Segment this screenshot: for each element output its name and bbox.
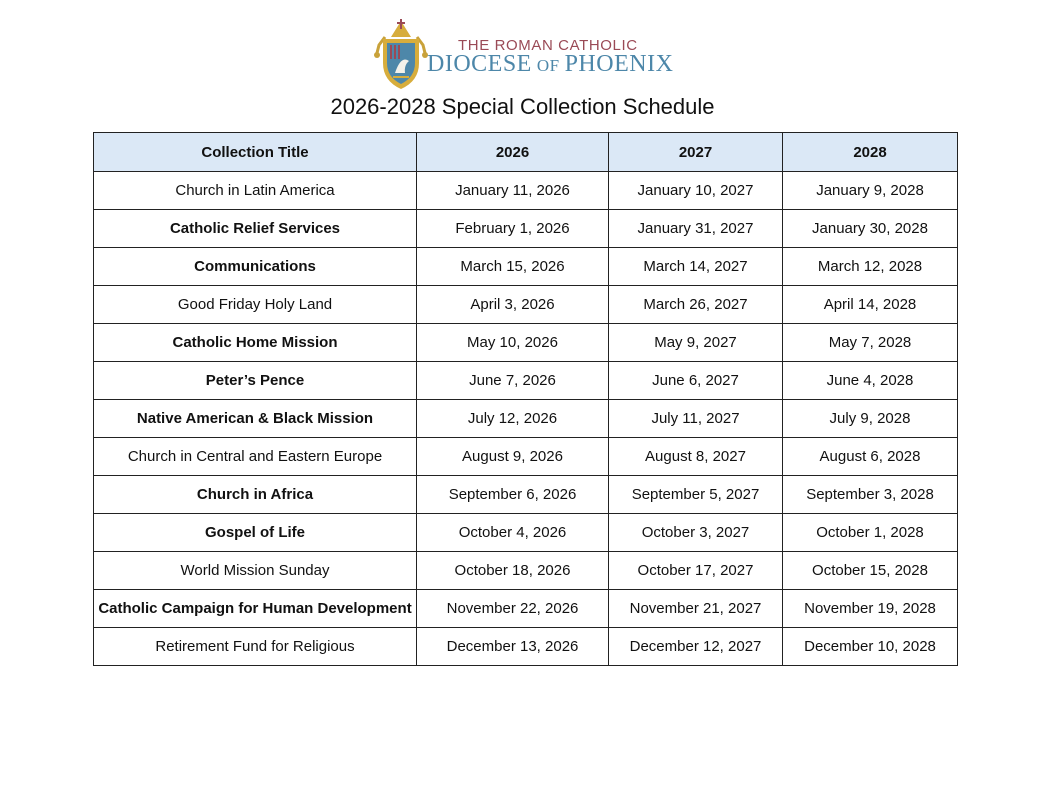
date-2026-cell: November 22, 2026: [417, 590, 609, 628]
table-row: [94, 628, 958, 666]
table-row: [94, 172, 958, 210]
date-2026-cell: February 1, 2026: [417, 210, 609, 248]
date-2028-cell: May 7, 2028: [783, 324, 958, 362]
table-row: [94, 210, 958, 248]
date-2026-cell: January 11, 2026: [417, 172, 609, 210]
collection-title-cell: Catholic Home Mission: [94, 324, 417, 362]
date-2027-cell: October 17, 2027: [609, 552, 783, 590]
column-header-2026: 2026: [417, 133, 609, 172]
collection-title-cell: Good Friday Holy Land: [94, 286, 417, 324]
org-line-2-b: OF: [536, 56, 560, 75]
date-2028-cell: November 19, 2028: [783, 590, 958, 628]
org-line-2-c: PHOENIX: [564, 51, 674, 77]
collection-title-cell: Communications: [94, 248, 417, 286]
collection-title-cell: Church in Africa: [94, 476, 417, 514]
table-row: [94, 324, 958, 362]
date-2028-cell: March 12, 2028: [783, 248, 958, 286]
date-2027-cell: August 8, 2027: [609, 438, 783, 476]
crest-icon: [371, 15, 431, 91]
date-2026-cell: July 12, 2026: [417, 400, 609, 438]
table-row: [94, 514, 958, 552]
date-2027-cell: March 26, 2027: [609, 286, 783, 324]
date-2028-cell: June 4, 2028: [783, 362, 958, 400]
date-2026-cell: December 13, 2026: [417, 628, 609, 666]
collection-title-cell: Catholic Campaign for Human Development: [94, 590, 417, 628]
date-2027-cell: January 31, 2027: [609, 210, 783, 248]
org-line-2-a: DIOCESE: [427, 51, 532, 77]
table-row: [94, 248, 958, 286]
date-2026-cell: September 6, 2026: [417, 476, 609, 514]
date-2027-cell: September 5, 2027: [609, 476, 783, 514]
date-2026-cell: October 18, 2026: [417, 552, 609, 590]
date-2027-cell: January 10, 2027: [609, 172, 783, 210]
date-2026-cell: October 4, 2026: [417, 514, 609, 552]
diocese-logo: [371, 15, 681, 93]
date-2026-cell: August 9, 2026: [417, 438, 609, 476]
date-2027-cell: November 21, 2027: [609, 590, 783, 628]
org-line-2: [427, 51, 673, 78]
date-2028-cell: October 15, 2028: [783, 552, 958, 590]
org-line-1: THE ROMAN CATHOLIC: [458, 37, 638, 54]
table-row: [94, 590, 958, 628]
date-2028-cell: April 14, 2028: [783, 286, 958, 324]
table-row: [94, 476, 958, 514]
date-2026-cell: March 15, 2026: [417, 248, 609, 286]
date-2027-cell: May 9, 2027: [609, 324, 783, 362]
date-2026-cell: April 3, 2026: [417, 286, 609, 324]
column-header-2028: 2028: [783, 133, 958, 172]
table-row: [94, 286, 958, 324]
date-2027-cell: June 6, 2027: [609, 362, 783, 400]
table-row: [94, 400, 958, 438]
table-row: [94, 552, 958, 590]
collection-title-cell: Church in Latin America: [94, 172, 417, 210]
column-header-2027: 2027: [609, 133, 783, 172]
table-header-row: [94, 133, 958, 172]
date-2028-cell: December 10, 2028: [783, 628, 958, 666]
date-2028-cell: July 9, 2028: [783, 400, 958, 438]
date-2026-cell: June 7, 2026: [417, 362, 609, 400]
date-2028-cell: January 30, 2028: [783, 210, 958, 248]
collection-schedule-table: [93, 132, 958, 666]
collection-title-cell: Retirement Fund for Religious: [94, 628, 417, 666]
date-2028-cell: October 1, 2028: [783, 514, 958, 552]
column-header-title: Collection Title: [94, 133, 417, 172]
date-2026-cell: May 10, 2026: [417, 324, 609, 362]
date-2028-cell: September 3, 2028: [783, 476, 958, 514]
collection-title-cell: Native American & Black Mission: [94, 400, 417, 438]
date-2027-cell: July 11, 2027: [609, 400, 783, 438]
date-2028-cell: January 9, 2028: [783, 172, 958, 210]
date-2028-cell: August 6, 2028: [783, 438, 958, 476]
collection-title-cell: Peter’s Pence: [94, 362, 417, 400]
collection-title-cell: Gospel of Life: [94, 514, 417, 552]
date-2027-cell: October 3, 2027: [609, 514, 783, 552]
page-title: 2026-2028 Special Collection Schedule: [330, 94, 715, 119]
date-2027-cell: December 12, 2027: [609, 628, 783, 666]
date-2027-cell: March 14, 2027: [609, 248, 783, 286]
table-row: [94, 438, 958, 476]
collection-title-cell: World Mission Sunday: [94, 552, 417, 590]
table-row: [94, 362, 958, 400]
collection-title-cell: Catholic Relief Services: [94, 210, 417, 248]
collection-title-cell: Church in Central and Eastern Europe: [94, 438, 417, 476]
